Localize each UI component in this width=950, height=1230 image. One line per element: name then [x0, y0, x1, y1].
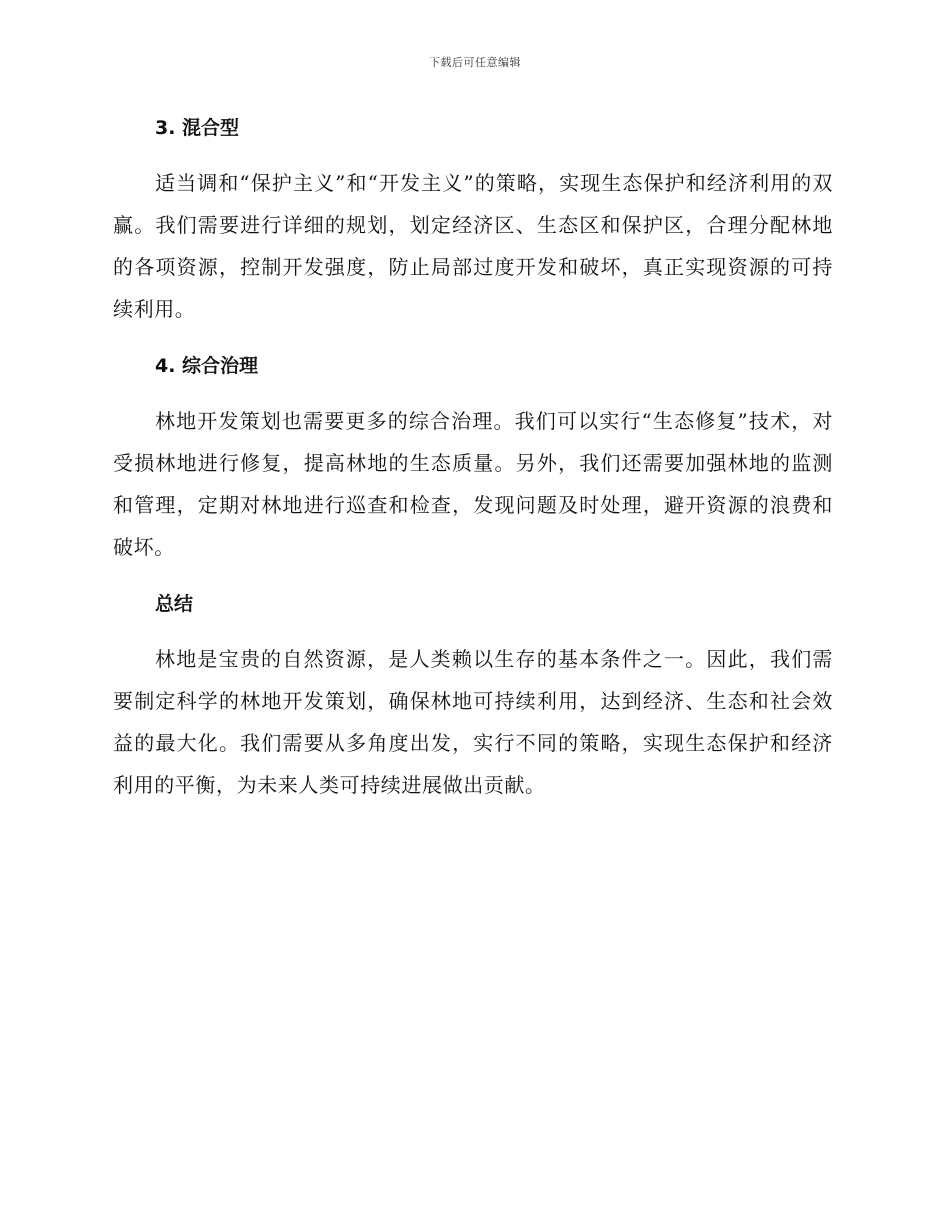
section-heading: 总结 [155, 593, 194, 615]
section-heading: 4. 综合治理 [155, 355, 259, 377]
section-summary [113, 584, 833, 806]
section-mixed-type [113, 108, 833, 330]
section-heading: 3. 混合型 [155, 117, 240, 139]
section-paragraph: 林地开发策划也需要更多的综合治理。我们可以实行“生态修复”技术，对受损林地进行修复，提高林地的生态质量。另外，我们还需要加强林地的监测和管理，定期对林地进行巡查和检查，发现问题及时处理，避开资源的浪费和破坏。 [113, 409, 833, 559]
section-paragraph: 适当调和“保护主义”和“开发主义”的策略，实现生态保护和经济利用的双赢。我们需要进行详细的规划，划定经济区、生态区和保护区，合理分配林地的各项资源，控制开发强度，防止局部过度开发和破坏，真正实现资源的可持续利用。 [113, 171, 833, 321]
section-paragraph: 林地是宝贵的自然资源，是人类赖以生存的基本条件之一。因此，我们需要制定科学的林地开发策划，确保林地可持续利用，达到经济、生态和社会效益的最大化。我们需要从多角度出发，实行不同的策略，实现生态保护和经济利用的平衡，为未来人类可持续进展做出贡献。 [113, 647, 833, 797]
document-body [113, 108, 833, 822]
section-comprehensive-governance [113, 346, 833, 568]
page-header: 下载后可任意编辑 [429, 56, 521, 69]
